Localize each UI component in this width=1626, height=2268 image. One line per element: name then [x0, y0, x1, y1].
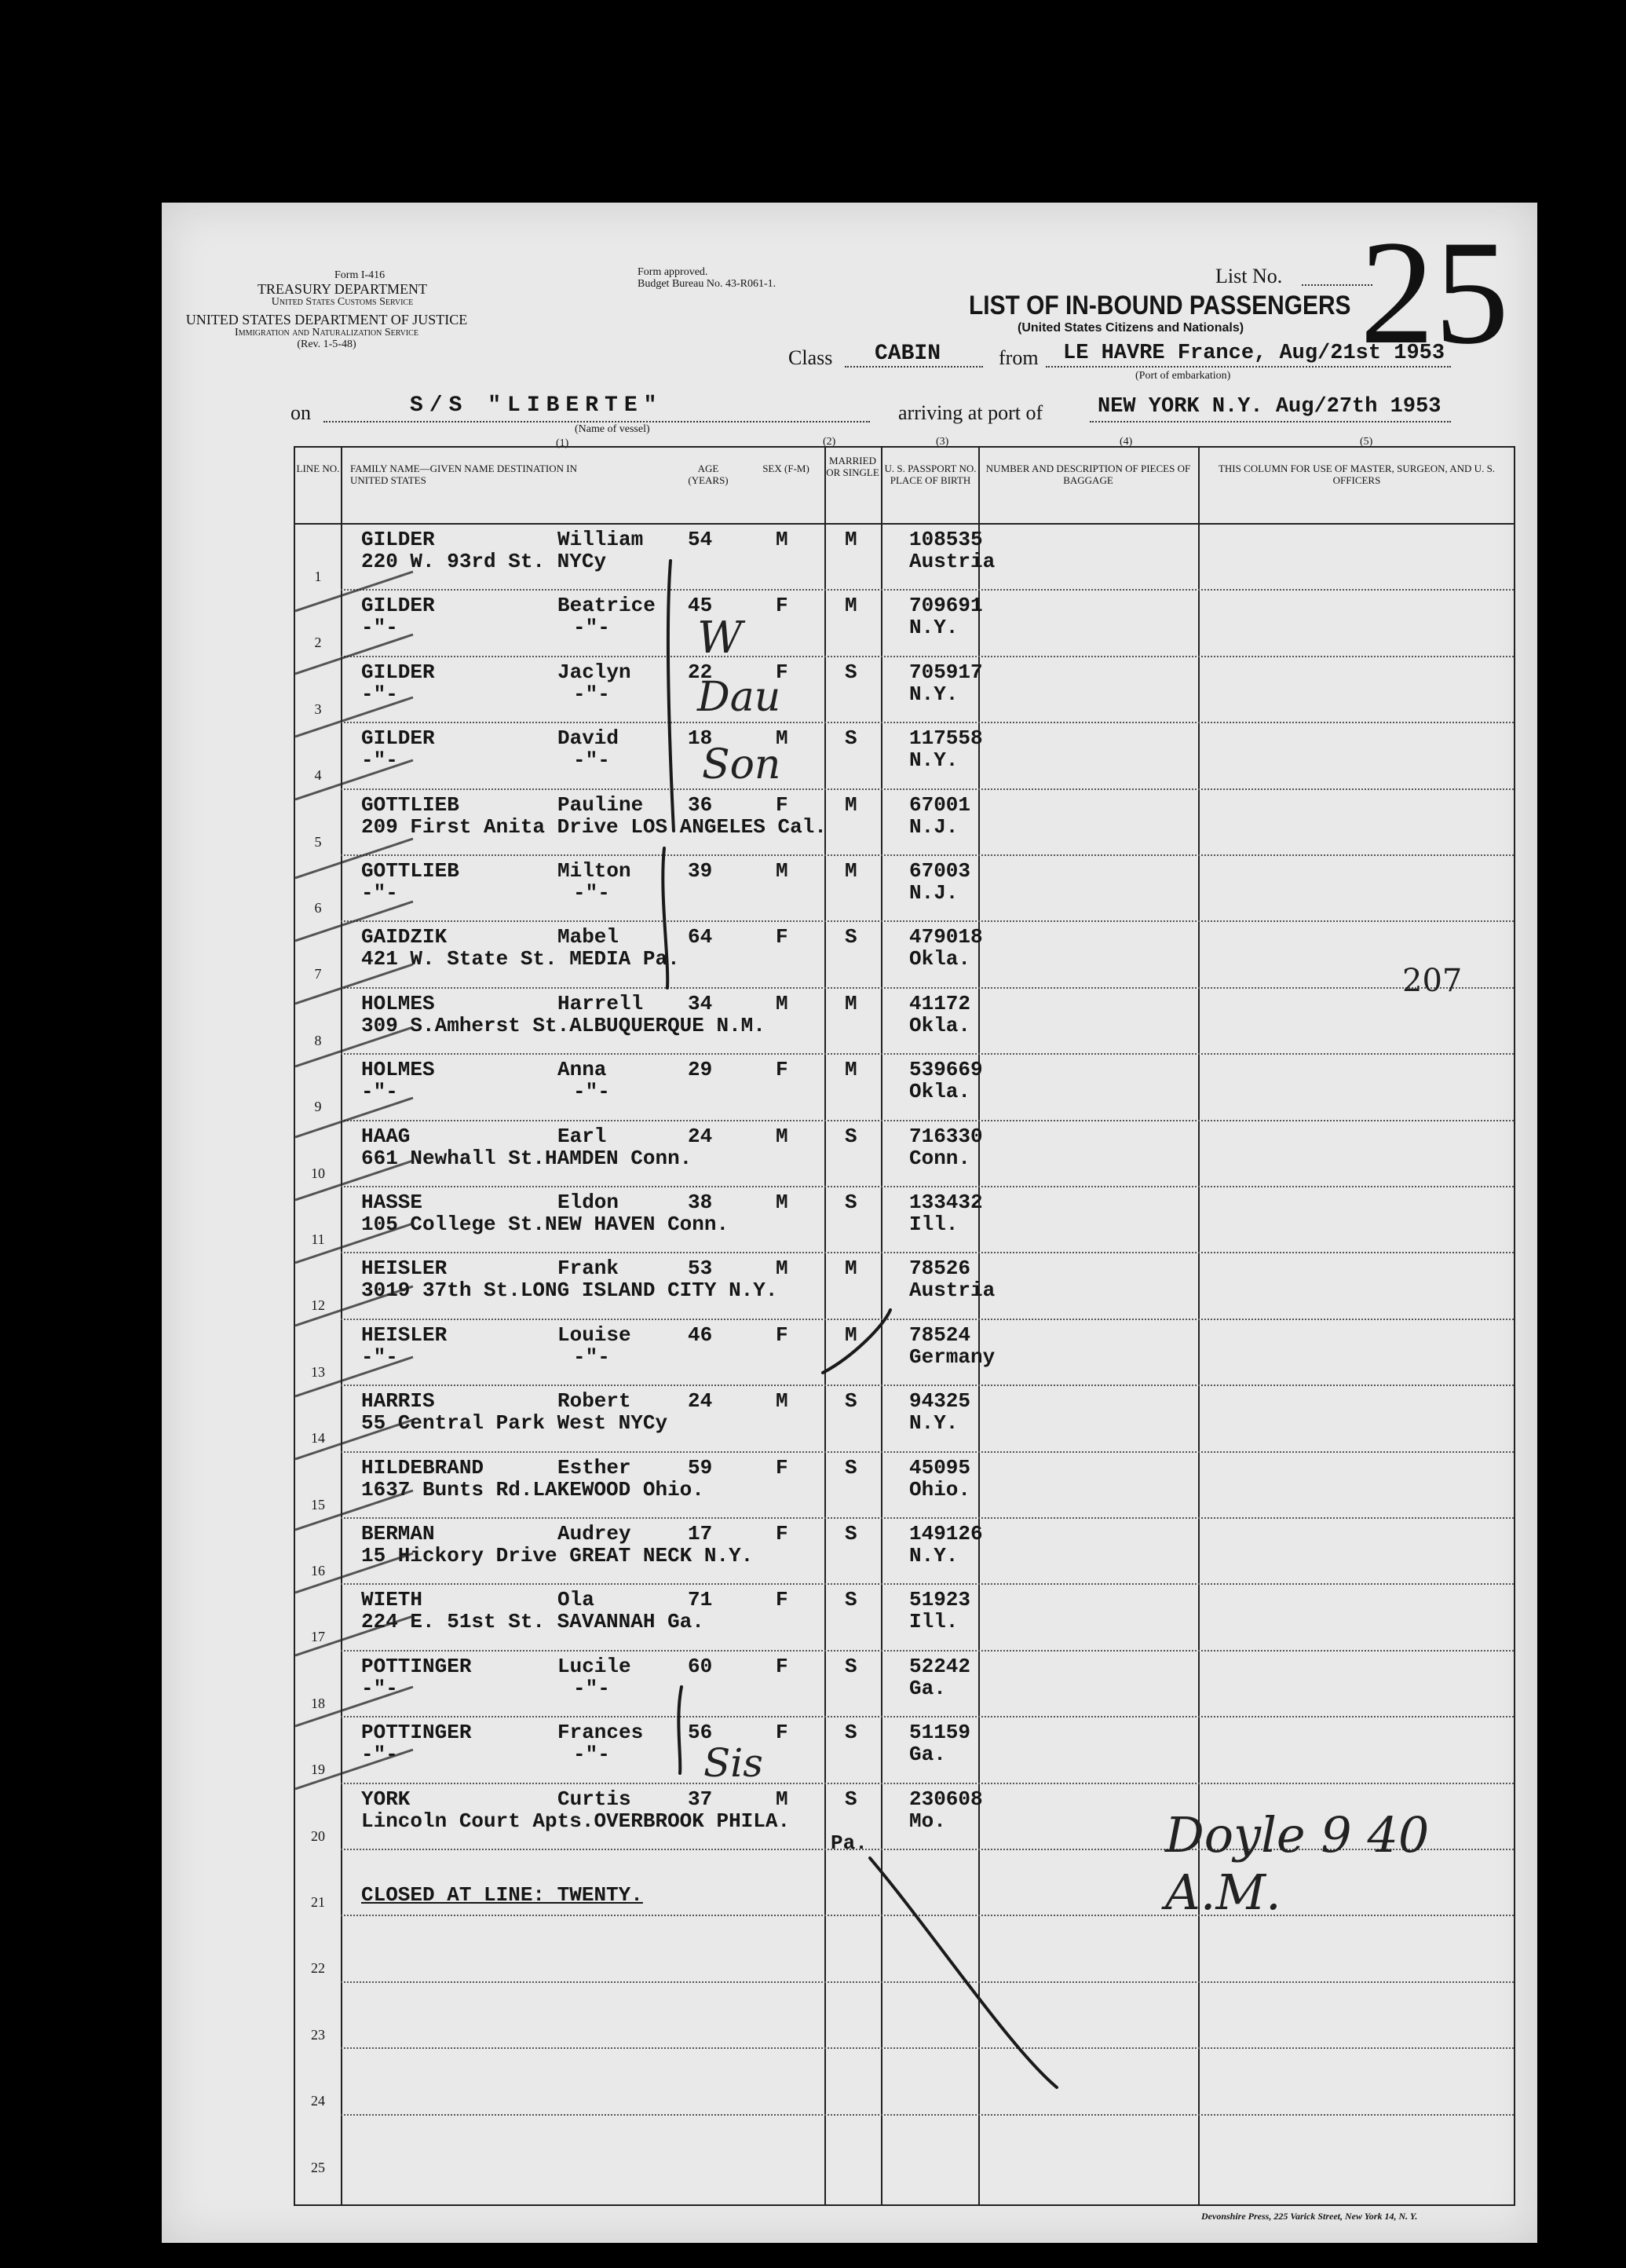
line-number: 20 — [311, 1827, 325, 1844]
family-name: YORK — [361, 1787, 411, 1811]
destination: Lincoln Court Apts.OVERBROOK PHILA. — [361, 1809, 791, 1833]
place-of-birth: Austria — [909, 1278, 996, 1303]
marital-status: S — [845, 925, 857, 949]
family-name: POTTINGER — [361, 1721, 472, 1745]
marital-status: M — [845, 528, 857, 551]
given-name: Louise — [557, 1322, 631, 1347]
given-name: Jaclyn — [557, 660, 631, 684]
col-num-1: (1) — [556, 437, 569, 449]
from-value: LE HAVRE France, Aug/21st 1953 — [1063, 342, 1445, 365]
family-name: GILDER — [361, 660, 435, 684]
given-name-ditto: -"- — [573, 616, 610, 640]
marital-status: M — [845, 1322, 857, 1347]
list-number: 25 — [1360, 210, 1509, 375]
marital-status: S — [845, 1522, 857, 1546]
age: 36 — [688, 792, 713, 817]
destination: 661 Newhall St.HAMDEN Conn. — [361, 1146, 692, 1170]
destination: -"- — [361, 1344, 398, 1369]
passport-number: 539669 — [909, 1058, 983, 1082]
age: 18 — [688, 726, 713, 751]
destination: -"- — [361, 682, 398, 706]
sex: M — [776, 726, 788, 751]
destination: 309 S.Amherst St.ALBUQUERQUE N.M. — [361, 1013, 765, 1037]
vessel-value: S/S "LIBERTE" — [410, 393, 663, 418]
passport-number: 45095 — [909, 1455, 971, 1480]
sex: M — [776, 528, 788, 551]
treasury-dept: TREASURY DEPARTMENT — [257, 280, 428, 297]
passport-number: 108535 — [909, 528, 983, 551]
marital-status: M — [845, 991, 857, 1015]
sex: F — [776, 925, 788, 949]
line-number: 18 — [311, 1695, 325, 1711]
given-name: Frank — [557, 1257, 619, 1281]
passport-number: 709691 — [909, 594, 983, 618]
passport-number: 67001 — [909, 792, 971, 817]
sex: F — [776, 1721, 788, 1745]
destination: -"- — [361, 616, 398, 640]
closed-note: CLOSED AT LINE: TWENTY. — [361, 1883, 643, 1907]
line-number: 22 — [311, 1960, 325, 1977]
place-of-birth: Conn. — [909, 1146, 971, 1170]
age: 45 — [688, 594, 713, 618]
sex: F — [776, 792, 788, 817]
age: 38 — [688, 1191, 713, 1214]
family-name: HOLMES — [361, 1058, 435, 1082]
given-name-ditto: -"- — [573, 1676, 610, 1700]
destination: -"- — [361, 748, 398, 773]
marital-status: S — [845, 1588, 857, 1612]
line-number: 3 — [314, 701, 322, 717]
given-name: Curtis — [557, 1787, 631, 1811]
given-name: Robert — [557, 1389, 631, 1414]
col-head-passport: U. S. PASSPORT NO. PLACE OF BIRTH — [884, 463, 977, 486]
age: 56 — [688, 1721, 713, 1745]
age: 71 — [688, 1588, 713, 1612]
immigration-service: Immigration and Naturalization Service — [235, 327, 418, 339]
place-of-birth: Okla. — [909, 947, 971, 971]
marital-status: S — [845, 726, 857, 751]
sex: F — [776, 1322, 788, 1347]
col-num-5: (5) — [1360, 436, 1373, 448]
age: 59 — [688, 1455, 713, 1480]
destination: 224 E. 51st St. SAVANNAH Ga. — [361, 1610, 704, 1634]
line-number: 5 — [314, 833, 322, 850]
sex: F — [776, 1455, 788, 1480]
given-name-ditto: -"- — [573, 682, 610, 706]
sex: M — [776, 1257, 788, 1281]
manifest-subtitle: (United States Citizens and Nationals) — [1018, 321, 1244, 335]
age: 34 — [688, 991, 713, 1015]
pen-strokes — [162, 203, 1537, 2243]
given-name-ditto: -"- — [573, 1080, 610, 1104]
passport-number: 52242 — [909, 1654, 971, 1678]
place-of-birth: Ohio. — [909, 1477, 971, 1502]
place-of-birth: Ill. — [909, 1213, 959, 1236]
family-name: HAAG — [361, 1124, 411, 1148]
given-name: Milton — [557, 859, 631, 883]
family-name: GILDER — [361, 528, 435, 551]
line-number: 14 — [311, 1430, 325, 1447]
sex: M — [776, 1787, 788, 1811]
age: 24 — [688, 1389, 713, 1414]
age: 46 — [688, 1322, 713, 1347]
place-of-birth: N.Y. — [909, 1544, 959, 1567]
col-num-3: (3) — [936, 436, 949, 448]
handwritten-sister: Sis — [703, 1740, 763, 1786]
given-name-ditto: -"- — [573, 881, 610, 905]
family-name: GOTTLIEB — [361, 792, 459, 817]
passport-number: 230608 — [909, 1787, 983, 1811]
sex: F — [776, 1588, 788, 1612]
place-of-birth: Germany — [909, 1344, 996, 1369]
line-number: 21 — [311, 1894, 325, 1910]
line-number: 10 — [311, 1165, 325, 1181]
place-of-birth: N.Y. — [909, 748, 959, 773]
age: 60 — [688, 1654, 713, 1678]
given-name-ditto: -"- — [573, 1743, 610, 1767]
given-name: Lucile — [557, 1654, 631, 1678]
on-label: on — [290, 401, 311, 424]
marital-status: S — [845, 1389, 857, 1414]
sex: F — [776, 1058, 788, 1082]
passport-number: 716330 — [909, 1124, 983, 1148]
marital-status: S — [845, 1654, 857, 1678]
col-num-4: (4) — [1120, 436, 1133, 448]
line-number: 1 — [314, 569, 322, 584]
handwritten-signature: Doyle 9 40 A.M. — [1165, 1806, 1430, 1921]
line-number: 2 — [314, 635, 322, 651]
given-name: Beatrice — [557, 594, 656, 618]
form-number: Form I-416 — [334, 269, 385, 281]
age: 53 — [688, 1257, 713, 1281]
family-name: HEISLER — [361, 1322, 448, 1347]
passport-number: 133432 — [909, 1191, 983, 1214]
place-of-birth: N.J. — [909, 814, 959, 839]
given-name-ditto: -"- — [573, 748, 610, 773]
given-name: Mabel — [557, 925, 619, 949]
given-name: Earl — [557, 1124, 607, 1148]
place-of-birth: Ga. — [909, 1676, 946, 1700]
passport-number: 41172 — [909, 991, 971, 1015]
printer-footer: Devonshire Press, 225 Varick Street, New York 14, N. Y. — [1201, 2211, 1418, 2222]
col-head-age: AGE (YEARS) — [688, 463, 729, 486]
line-number: 25 — [311, 2159, 325, 2175]
place-of-birth: Mo. — [909, 1809, 946, 1833]
place-of-birth: N.Y. — [909, 1411, 959, 1436]
class-label: Class — [788, 346, 833, 369]
marital-status: S — [845, 1124, 857, 1148]
given-name: Ola — [557, 1588, 594, 1612]
place-of-birth: Okla. — [909, 1080, 971, 1104]
given-name: Audrey — [557, 1522, 631, 1546]
line-number: 15 — [311, 1496, 325, 1513]
port-embarkation-label: (Port of embarkation) — [1135, 370, 1231, 382]
destination: 105 College St.NEW HAVEN Conn. — [361, 1213, 729, 1236]
given-name-ditto: -"- — [573, 1344, 610, 1369]
place-of-birth: Ill. — [909, 1610, 959, 1634]
destination: -"- — [361, 881, 398, 905]
age: 22 — [688, 660, 713, 684]
age: 24 — [688, 1124, 713, 1148]
place-of-birth: N.Y. — [909, 682, 959, 706]
family-name: HASSE — [361, 1191, 423, 1214]
sex: M — [776, 859, 788, 883]
given-name: Frances — [557, 1721, 644, 1745]
line-number: 7 — [314, 966, 322, 982]
place-of-birth: N.J. — [909, 881, 959, 905]
line-number: 9 — [314, 1099, 322, 1115]
marital-status: M — [845, 1058, 857, 1082]
destination: 1637 Bunts Rd.LAKEWOOD Ohio. — [361, 1477, 704, 1502]
line-number: 17 — [311, 1629, 325, 1645]
sex: M — [776, 1191, 788, 1214]
place-of-birth: Ga. — [909, 1743, 946, 1767]
age: 17 — [688, 1522, 713, 1546]
given-name: Anna — [557, 1058, 607, 1082]
family-name: GAIDZIK — [361, 925, 448, 949]
family-name: HEISLER — [361, 1257, 448, 1281]
justice-dept: UNITED STATES DEPARTMENT OF JUSTICE — [185, 312, 468, 328]
sex: F — [776, 594, 788, 618]
age: 54 — [688, 528, 713, 551]
passport-number: 67003 — [909, 859, 971, 883]
destination: 55 Central Park West NYCy — [361, 1411, 668, 1436]
given-name: William — [557, 528, 644, 551]
line-number: 6 — [314, 900, 322, 916]
family-name: GILDER — [361, 726, 435, 751]
passport-number: 51923 — [909, 1588, 971, 1612]
sex: M — [776, 991, 788, 1015]
age: 37 — [688, 1787, 713, 1811]
sex: F — [776, 1654, 788, 1678]
family-name: HILDEBRAND — [361, 1455, 484, 1480]
passport-number: 78526 — [909, 1257, 971, 1281]
passport-number: 117558 — [909, 726, 983, 751]
line-number: 24 — [311, 2093, 325, 2109]
arriving-label: arriving at port of — [898, 401, 1043, 424]
given-name: Harrell — [557, 991, 644, 1015]
place-of-birth: Austria — [909, 550, 996, 573]
arriving-value: NEW YORK N.Y. Aug/27th 1953 — [1098, 395, 1441, 419]
handwritten-wife-mark: W — [697, 613, 743, 664]
place-of-birth: N.Y. — [909, 616, 959, 640]
handwritten-207: 207 — [1402, 963, 1463, 999]
marital-status: M — [845, 859, 857, 883]
col-head-married: MARRIED OR SINGLE — [826, 455, 879, 478]
destination: 209 First Anita Drive LOS ANGELES Cal. — [361, 814, 827, 839]
family-name: GILDER — [361, 594, 435, 618]
col-head-sex: SEX (F-M) — [762, 463, 809, 474]
line-number: 19 — [311, 1761, 325, 1778]
line-number: 13 — [311, 1363, 325, 1380]
family-name: GOTTLIEB — [361, 859, 459, 883]
family-name: HARRIS — [361, 1389, 435, 1414]
given-name: Esther — [557, 1455, 631, 1480]
revision: (Rev. 1-5-48) — [297, 338, 356, 350]
destination-extra: Pa. — [831, 1831, 868, 1855]
marital-status: S — [845, 1787, 857, 1811]
destination: -"- — [361, 1676, 398, 1700]
handwritten-daughter: Dau — [697, 674, 781, 721]
destination: 3019 37th St.LONG ISLAND CITY N.Y. — [361, 1278, 778, 1303]
line-number: 8 — [314, 1032, 322, 1048]
passport-number: 479018 — [909, 925, 983, 949]
marital-status: S — [845, 1191, 857, 1214]
destination: -"- — [361, 1080, 398, 1104]
line-number: 16 — [311, 1563, 325, 1578]
passport-number: 705917 — [909, 660, 983, 684]
marital-status: S — [845, 1721, 857, 1745]
passport-number: 78524 — [909, 1322, 971, 1347]
manifest-title: LIST OF IN-BOUND PASSENGERS — [969, 291, 1351, 320]
destination: 15 Hickory Drive GREAT NECK N.Y. — [361, 1544, 754, 1567]
destination: -"- — [361, 1743, 398, 1767]
sex: F — [776, 660, 788, 684]
family-name: WIETH — [361, 1588, 423, 1612]
age: 29 — [688, 1058, 713, 1082]
marital-status: S — [845, 1455, 857, 1480]
col-head-name: FAMILY NAME—GIVEN NAME DESTINATION IN UNITED STATES — [350, 463, 578, 486]
destination: 220 W. 93rd St. NYCy — [361, 550, 607, 573]
line-number: 11 — [311, 1231, 325, 1247]
age: 39 — [688, 859, 713, 883]
age: 64 — [688, 925, 713, 949]
line-number: 4 — [314, 767, 322, 784]
customs-service: United States Customs Service — [271, 295, 414, 308]
destination: 421 W. State St. MEDIA Pa. — [361, 947, 680, 971]
family-name: HOLMES — [361, 991, 435, 1015]
class-value: CABIN — [875, 342, 941, 366]
marital-status: M — [845, 1257, 857, 1281]
col-head-line: LINE NO. — [296, 463, 340, 474]
marital-status: M — [845, 594, 857, 618]
col-head-officers: THIS COLUMN FOR USE OF MASTER, SURGEON, AND U. S. OFFICERS — [1218, 463, 1496, 486]
line-number: 12 — [311, 1297, 325, 1314]
given-name: David — [557, 726, 619, 751]
from-label: from — [999, 346, 1039, 369]
form-approved: Form approved. — [638, 266, 708, 278]
marital-status: M — [845, 792, 857, 817]
sex: F — [776, 1522, 788, 1546]
vessel-label: (Name of vessel) — [575, 423, 650, 435]
budget-bureau: Budget Bureau No. 43-R061-1. — [638, 277, 776, 290]
given-name: Eldon — [557, 1191, 619, 1214]
sex: M — [776, 1124, 788, 1148]
line-number: 23 — [311, 2026, 325, 2043]
passport-number: 51159 — [909, 1721, 971, 1745]
place-of-birth: Okla. — [909, 1013, 971, 1037]
manifest-page — [162, 203, 1537, 2243]
passport-number: 94325 — [909, 1389, 971, 1414]
sex: M — [776, 1389, 788, 1414]
col-head-baggage: NUMBER AND DESCRIPTION OF PIECES OF BAGGAGE — [985, 463, 1191, 486]
marital-status: S — [845, 660, 857, 684]
family-name: BERMAN — [361, 1522, 435, 1546]
family-name: POTTINGER — [361, 1654, 472, 1678]
given-name: Pauline — [557, 792, 644, 817]
passport-number: 149126 — [909, 1522, 983, 1546]
handwritten-son: Son — [702, 741, 781, 788]
list-no-label: List No. — [1215, 265, 1283, 287]
col-num-2: (2) — [823, 436, 836, 448]
